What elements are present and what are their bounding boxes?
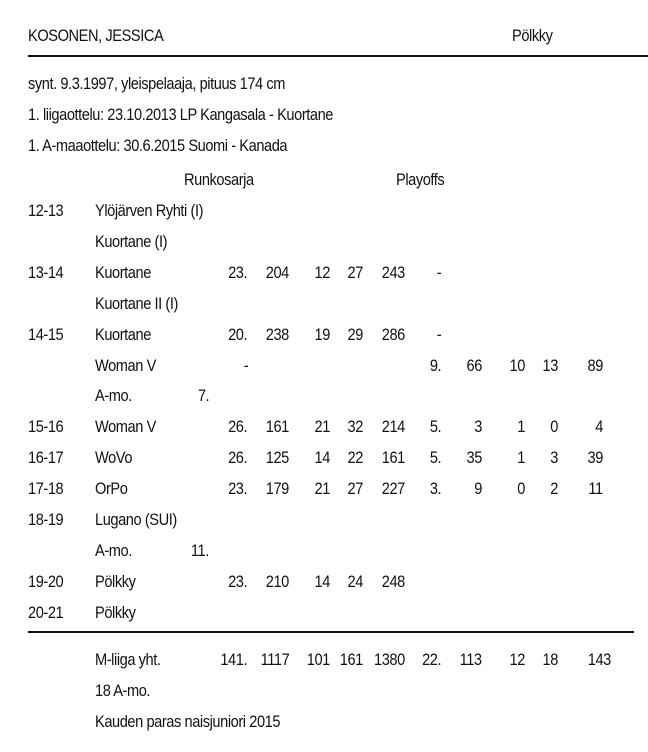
playoff-goals: 9 [474, 479, 482, 498]
regular-assists: 19 [314, 325, 330, 344]
regular-games: 23. [227, 572, 247, 591]
team-name: Lugano (SUI) [95, 510, 177, 529]
team-name: Woman V [95, 356, 156, 375]
playoff-goals: 3 [474, 417, 482, 436]
regular-assists: 12 [314, 263, 330, 282]
playoff-assists: 1 [517, 448, 525, 467]
playoff-penalties: 13 [542, 356, 558, 375]
regular-penalties: 22 [347, 448, 363, 467]
current-team: Pölkky [512, 26, 553, 45]
regular-penalties: 29 [347, 325, 363, 344]
total-regular-penalties: 161 [339, 650, 363, 669]
team-name: Kuortane [95, 263, 151, 282]
total-playoff-assists: 12 [509, 650, 525, 669]
playoff-assists: 1 [517, 417, 525, 436]
regular-games: 20. [227, 325, 247, 344]
team-name: OrPo [95, 479, 128, 498]
playoff-goals: 66 [466, 356, 482, 375]
total-playoff-penalties: 18 [542, 650, 558, 669]
total-regular-assists: 101 [306, 650, 330, 669]
regular-assists: 21 [314, 417, 330, 436]
regular-penalties: 32 [347, 417, 363, 436]
regular-assists: 14 [314, 572, 330, 591]
total-regular-points: 1380 [374, 650, 405, 669]
season-label: 12-13 [28, 201, 64, 220]
playoff-penalties: 2 [550, 479, 558, 498]
regular-goals: 204 [265, 263, 289, 282]
season-label: 16-17 [28, 448, 64, 467]
playoff-games: 5. [429, 417, 441, 436]
regular-goals: 210 [265, 572, 289, 591]
bio-first-league-game: 1. liigaottelu: 23.10.2013 LP Kangasala - Kuortane [28, 105, 333, 124]
total-playoff-points: 143 [587, 650, 611, 669]
playoff-penalties: 0 [550, 417, 558, 436]
regular-season-heading: Runkosarja [184, 170, 254, 189]
season-label: 14-15 [28, 325, 64, 344]
team-name: Pölkky [95, 603, 136, 622]
team-name: Kuortane II (I) [95, 294, 178, 313]
regular-games: 26. [227, 448, 247, 467]
national-games-count: 11. [191, 541, 209, 560]
playoff-points: 89 [587, 356, 603, 375]
regular-points: 243 [381, 263, 405, 282]
regular-points: 286 [381, 325, 405, 344]
team-name: Woman V [95, 417, 156, 436]
playoff-assists: 0 [517, 479, 525, 498]
playoff-points: 39 [587, 448, 603, 467]
totals-rule [28, 631, 634, 633]
season-label: 15-16 [28, 417, 64, 436]
playoff-games: 9. [429, 356, 441, 375]
team-name: Kuortane (I) [95, 232, 168, 251]
national-games-total: 18 A-mo. [95, 681, 151, 700]
regular-points: 214 [381, 417, 405, 436]
total-playoff-goals: 113 [459, 650, 482, 669]
regular-goals: 238 [265, 325, 289, 344]
season-label: 13-14 [28, 263, 64, 282]
total-regular-goals: 1117 [260, 650, 289, 669]
regular-points: 161 [381, 448, 405, 467]
regular-points: 227 [381, 479, 405, 498]
regular-goals: 125 [265, 448, 289, 467]
regular-points: 248 [381, 572, 405, 591]
regular-penalties: 27 [347, 263, 363, 282]
playoff-points: 11 [588, 479, 603, 498]
playoff-games: 5. [429, 448, 441, 467]
playoff-games: 3. [429, 479, 441, 498]
season-label: 17-18 [28, 479, 64, 498]
award-note: Kauden paras naisjuniori 2015 [95, 712, 281, 731]
team-name: Ylöjärven Ryhti (I) [95, 201, 204, 220]
regular-games: 23. [227, 479, 247, 498]
playoff-assists: 10 [509, 356, 525, 375]
playoffs-empty: - [436, 325, 441, 344]
total-playoff-games: 22. [421, 650, 441, 669]
player-name: KOSONEN, JESSICA [28, 26, 164, 45]
regular-assists: 21 [314, 479, 330, 498]
regular-games: 26. [227, 417, 247, 436]
regular-assists: 14 [314, 448, 330, 467]
team-name: WoVo [95, 448, 133, 467]
playoffs-heading: Playoffs [396, 170, 445, 189]
total-regular-games: 141. [220, 650, 247, 669]
regular-penalties: 24 [347, 572, 363, 591]
bio-first-national-game: 1. A-maaottelu: 30.6.2015 Suomi - Kanada [28, 136, 288, 155]
regular-season-empty: - [243, 356, 248, 375]
national-games-count: 7. [197, 386, 209, 405]
regular-games: 23. [227, 263, 247, 282]
playoffs-empty: - [436, 263, 441, 282]
regular-goals: 161 [265, 417, 289, 436]
totals-label: M-liiga yht. [95, 650, 161, 669]
bio-birth: synt. 9.3.1997, yleispelaaja, pituus 174 cm [28, 74, 286, 93]
regular-goals: 179 [265, 479, 289, 498]
playoff-penalties: 3 [550, 448, 558, 467]
team-name: Kuortane [95, 325, 151, 344]
season-label: 19-20 [28, 572, 64, 591]
team-name: A-mo. [95, 386, 132, 405]
season-label: 20-21 [28, 603, 64, 622]
regular-penalties: 27 [347, 479, 363, 498]
playoff-points: 4 [595, 417, 603, 436]
team-name: A-mo. [95, 541, 132, 560]
header-rule [28, 55, 648, 57]
season-label: 18-19 [28, 510, 64, 529]
playoff-goals: 35 [466, 448, 482, 467]
team-name: Pölkky [95, 572, 136, 591]
